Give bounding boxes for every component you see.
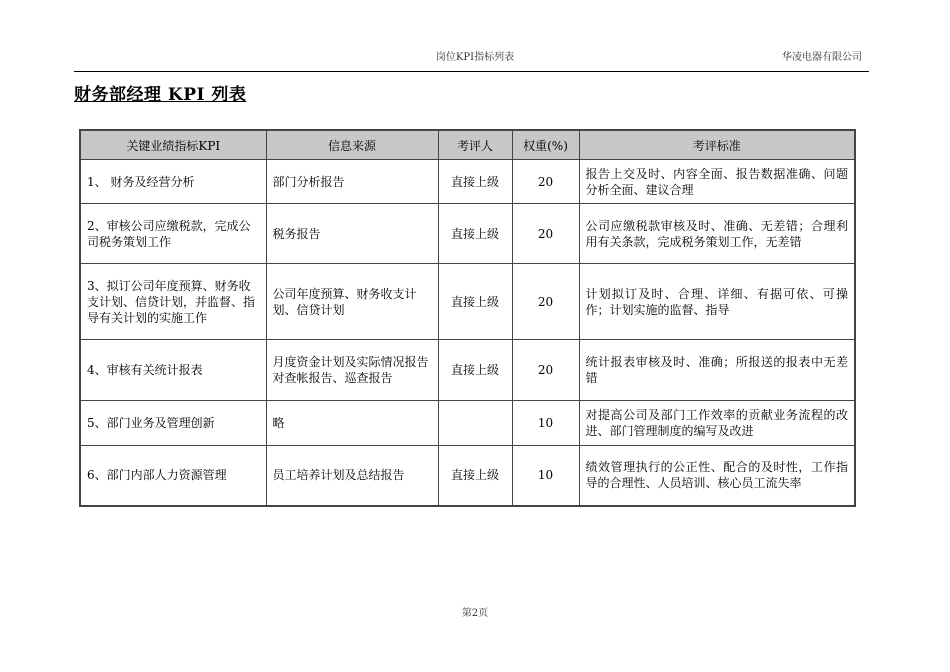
table-row — [80, 204, 855, 264]
table-row — [80, 446, 855, 506]
evaluator-cell: 直接上级 — [438, 204, 512, 264]
table-row — [80, 340, 855, 401]
col-header-source: 信息来源 — [266, 130, 438, 160]
weight-cell: 20 — [512, 204, 579, 264]
col-header-kpi: 关键业绩指标KPI — [80, 130, 266, 160]
evaluator-cell: 直接上级 — [438, 446, 512, 506]
kpi-cell: 5、部门业务及管理创新 — [80, 401, 266, 446]
kpi-table — [79, 129, 856, 507]
standard-cell: 绩效管理执行的公正性、配合的及时性，工作指导的合理性、人员培训、核心员工流失率 — [579, 446, 855, 506]
running-header-title: 岗位KPI指标列表 — [435, 52, 515, 63]
table-row — [80, 264, 855, 340]
source-cell: 部门分析报告 — [266, 160, 438, 204]
weight-cell: 20 — [512, 160, 579, 204]
standard-cell: 公司应缴税款审核及时、准确、无差错；合理利用有关条款，完成税务策划工作，无差错 — [579, 204, 855, 264]
source-cell: 税务报告 — [266, 204, 438, 264]
standard-cell: 统计报表审核及时、准确；所报送的报表中无差错 — [579, 340, 855, 401]
evaluator-cell: 直接上级 — [438, 160, 512, 204]
kpi-cell: 3、拟订公司年度预算、财务收支计划、信贷计划，并监督、指导有关计划的实施工作 — [80, 264, 266, 340]
page-number: 第2页 — [461, 608, 489, 619]
col-header-evaluator: 考评人 — [438, 130, 512, 160]
col-header-weight: 权重(%) — [512, 130, 579, 160]
kpi-cell: 1、 财务及经营分析 — [80, 160, 266, 204]
standard-cell: 计划拟订及时、合理、详细、有据可依、可操作；计划实施的监督、指导 — [579, 264, 855, 340]
header-rule — [74, 71, 869, 72]
table-row — [80, 401, 855, 446]
source-cell: 公司年度预算、财务收支计划、信贷计划 — [266, 264, 438, 340]
standard-cell: 对提高公司及部门工作效率的贡献业务流程的改进、部门管理制度的编写及改进 — [579, 401, 855, 446]
kpi-cell: 4、审核有关统计报表 — [80, 340, 266, 401]
kpi-cell: 6、部门内部人力资源管理 — [80, 446, 266, 506]
evaluator-cell: 直接上级 — [438, 340, 512, 401]
source-cell: 员工培养计划及总结报告 — [266, 446, 438, 506]
source-cell: 月度资金计划及实际情况报告对查帐报告、巡查报告 — [266, 340, 438, 401]
source-cell: 略 — [266, 401, 438, 446]
standard-cell: 报告上交及时、内容全面、报告数据准确、问题分析全面、建议合理 — [579, 160, 855, 204]
kpi-cell: 2、审核公司应缴税款，完成公司税务策划工作 — [80, 204, 266, 264]
table-row — [80, 160, 855, 204]
table-header-row — [80, 130, 855, 160]
evaluator-cell: 直接上级 — [438, 264, 512, 340]
weight-cell: 10 — [512, 401, 579, 446]
page-title: 财务部经理 KPI 列表 — [74, 85, 247, 105]
weight-cell: 20 — [512, 264, 579, 340]
weight-cell: 10 — [512, 446, 579, 506]
evaluator-cell — [438, 401, 512, 446]
running-header-company: 华凌电器有限公司 — [782, 52, 862, 63]
weight-cell: 20 — [512, 340, 579, 401]
col-header-standard: 考评标准 — [579, 130, 855, 160]
